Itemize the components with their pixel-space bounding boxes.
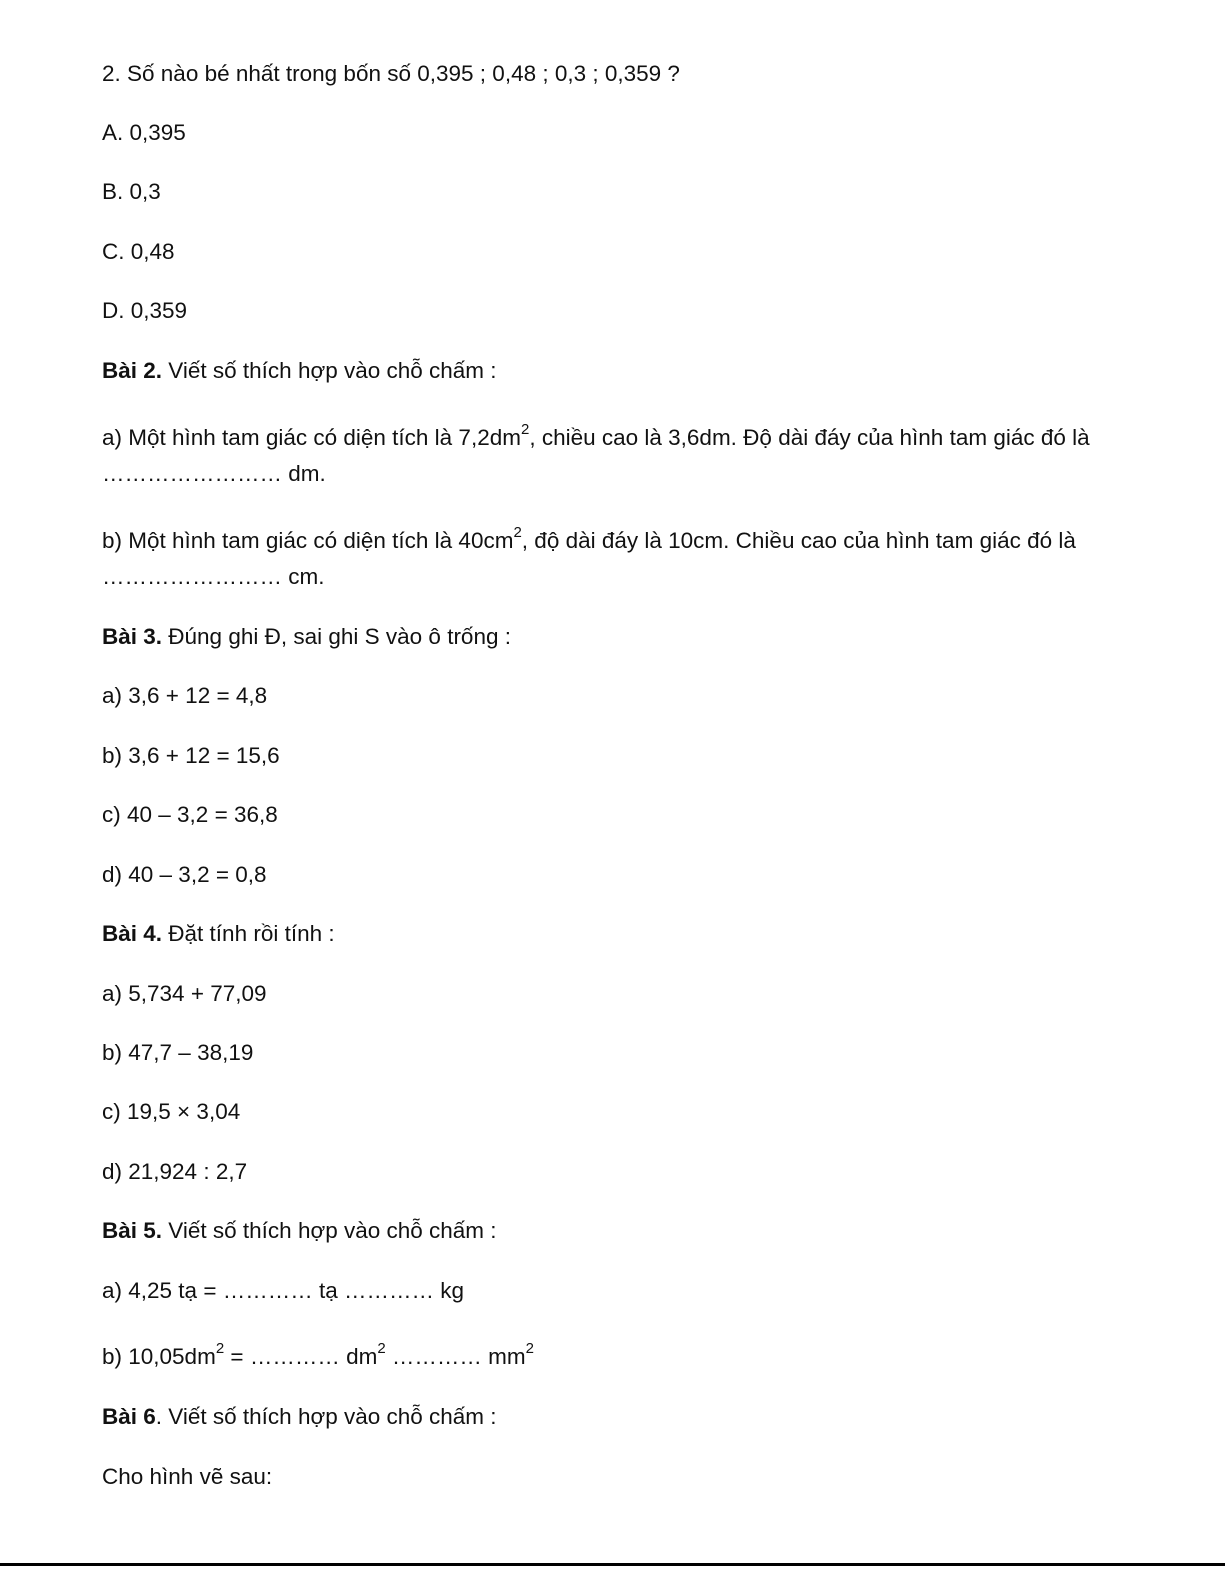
bai-6-label: Bài 6: [102, 1404, 156, 1429]
bai-2-part-a: [102, 420, 1117, 492]
question-2-option-d: D. 0,359: [102, 298, 188, 323]
bai-2-a-exponent: 2: [520, 420, 530, 438]
bai-2-b-text-start: b) Một hình tam giác có diện tích là 40cm: [102, 528, 514, 553]
bai-2-part-b: [102, 523, 1117, 595]
bai-5-b-dm-blank: = ………… dm: [224, 1344, 378, 1369]
bai-5-heading: [102, 1217, 497, 1245]
bai-3-instruction: Đúng ghi Đ, sai ghi S vào ô trống :: [162, 624, 511, 649]
bai-5-label: Bài 5.: [102, 1218, 163, 1243]
bai-5-part-a: a) 4,25 tạ = ………… tạ ………… kg: [102, 1278, 464, 1303]
bai-2-a-text-end: , chiều cao là 3,6dm. Độ dài đáy của hình tam giác đó là …………………… dm.: [102, 425, 1090, 486]
page-bottom-rule: [0, 1563, 1225, 1566]
bai-4-label: Bài 4.: [102, 921, 163, 946]
bai-6-instruction: . Viết số thích hợp vào chỗ chấm :: [155, 1404, 497, 1429]
bai-4-instruction: Đặt tính rồi tính :: [162, 921, 335, 946]
bai-4-item-a: a) 5,734 + 77,09: [102, 981, 267, 1006]
bai-4-item-d: d) 21,924 : 2,7: [102, 1159, 248, 1184]
bai-5-b-exponent-3: 2: [525, 1339, 535, 1357]
bai-4-item-c: c) 19,5 × 3,04: [102, 1099, 241, 1124]
bai-2-b-text-end: , độ dài đáy là 10cm. Chiều cao của hình tam giác đó là …………………… cm.: [102, 528, 1076, 589]
bai-4-heading: [102, 920, 335, 948]
bai-3-label: Bài 3.: [102, 624, 163, 649]
question-2-option-a: A. 0,395: [102, 120, 186, 145]
bai-5-b-mm-blank: ………… mm: [385, 1344, 526, 1369]
bai-4-item-b: b) 47,7 – 38,19: [102, 1040, 254, 1065]
question-2-option-b: B. 0,3: [102, 179, 161, 204]
bai-2-instruction: Viết số thích hợp vào chỗ chấm :: [162, 358, 497, 383]
bai-3-heading: [102, 623, 511, 651]
bai-6-heading: [102, 1403, 497, 1431]
bai-5-part-b: [102, 1339, 535, 1371]
bai-3-item-c: c) 40 – 3,2 = 36,8: [102, 802, 278, 827]
bai-3-item-a: a) 3,6 + 12 = 4,8: [102, 683, 268, 708]
bai-5-b-exponent-1: 2: [215, 1339, 225, 1357]
bai-2-b-exponent: 2: [513, 523, 522, 541]
question-2-prompt: 2. Số nào bé nhất trong bốn số 0,395 ; 0,48 ; 0,3 ; 0,359 ?: [102, 61, 680, 86]
bai-5-b-exponent-2: 2: [377, 1339, 386, 1357]
bai-6-intro: Cho hình vẽ sau:: [102, 1464, 273, 1489]
bai-5-instruction: Viết số thích hợp vào chỗ chấm :: [162, 1218, 497, 1243]
bai-3-item-d: d) 40 – 3,2 = 0,8: [102, 862, 267, 887]
bai-2-heading: [102, 357, 497, 385]
bai-5-b-value: b) 10,05dm: [102, 1344, 216, 1369]
bai-2-a-text-start: a) Một hình tam giác có diện tích là 7,2dm: [102, 425, 521, 450]
bai-2-label: Bài 2.: [102, 358, 163, 383]
bai-3-item-b: b) 3,6 + 12 = 15,6: [102, 743, 280, 768]
question-2-option-c: C. 0,48: [102, 239, 175, 264]
